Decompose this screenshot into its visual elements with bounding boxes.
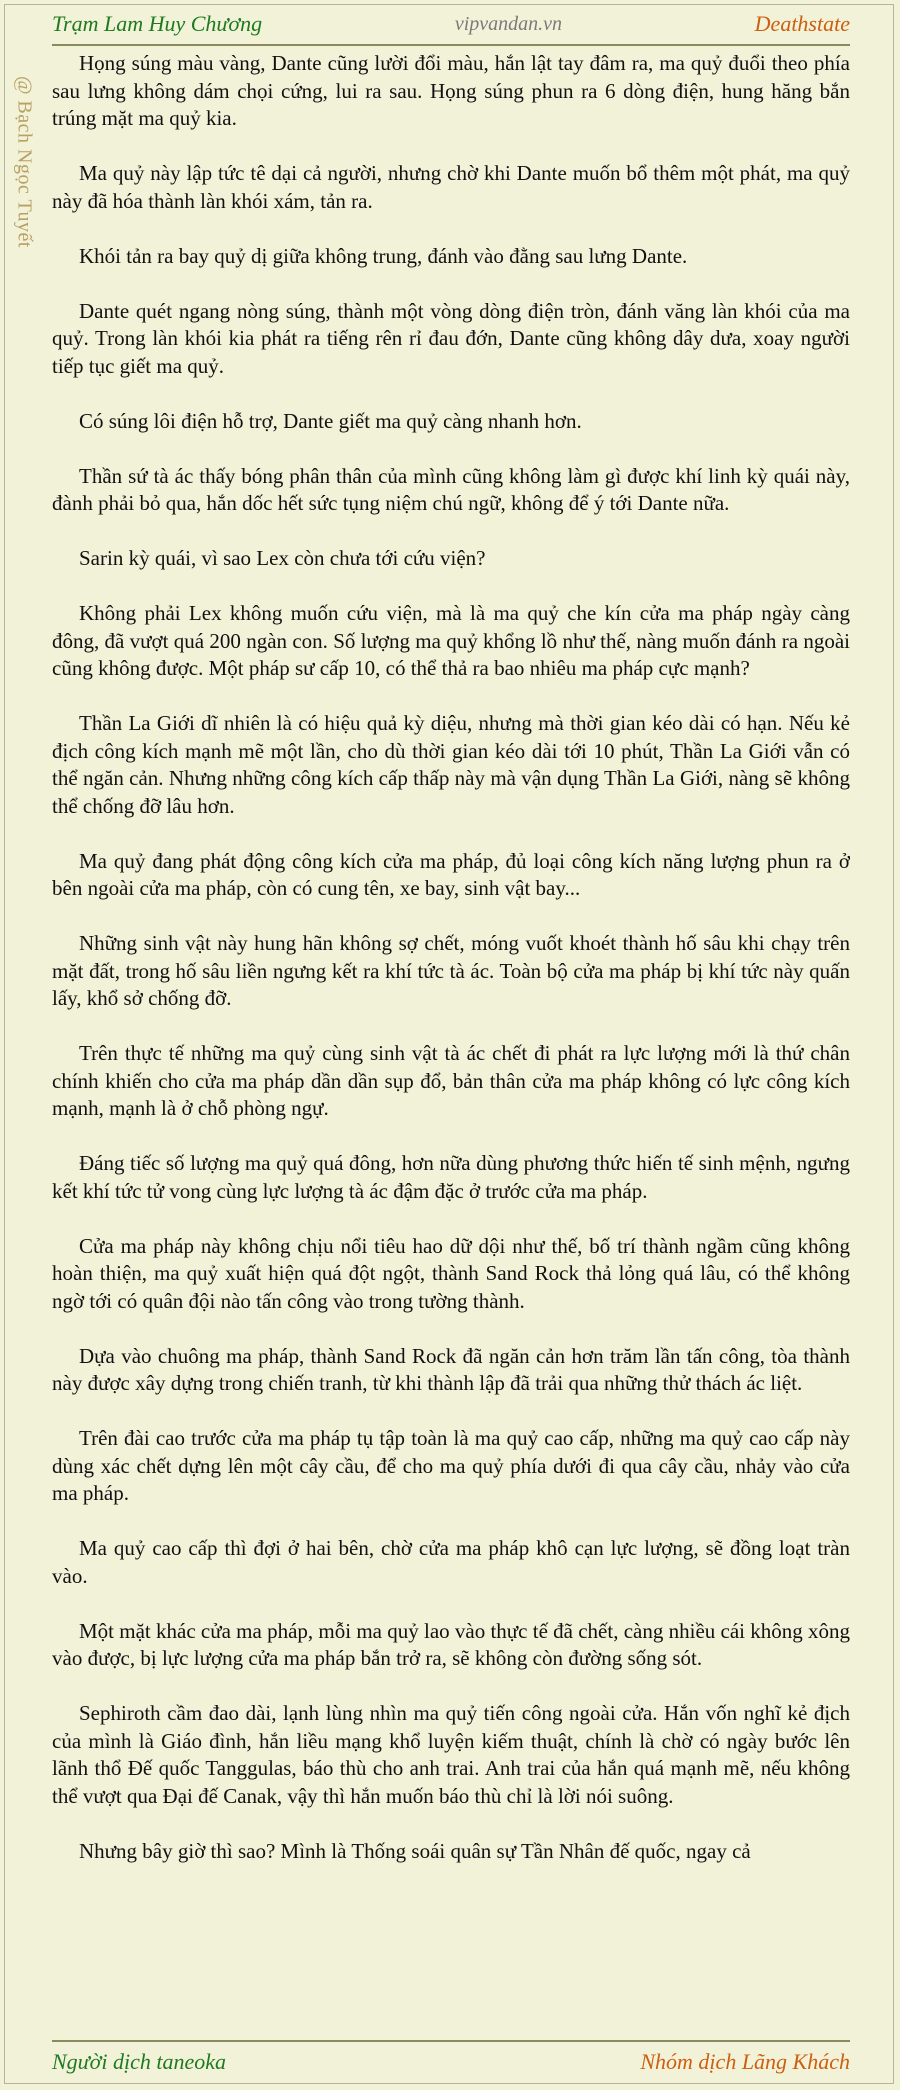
paragraph: Có súng lôi điện hỗ trợ, Dante giết ma quỷ càng nhanh hơn. — [79, 408, 582, 433]
header-book-title: Deathstate — [754, 11, 850, 36]
header-site-name: Trạm Lam Huy Chương — [52, 11, 263, 36]
paragraph: Cửa ma pháp này không chịu nổi tiêu hao dữ dội như thế, bố trí thành ngầm cũng không hoàn thiện, ma quỷ xuất hiện quá đột ngột, thành Sand Rock thả lỏng quá lâu, có thể không ngờ tới có quân đội nào tấn công vào trong tường thành. — [52, 1233, 850, 1313]
paragraph: Dante quét ngang nòng súng, thành một vòng dòng điện tròn, đánh văng làn khói của ma quỷ. Trong làn khói kia phát ra tiếng rên rỉ đau đớn, Dante cũng không dây dưa, xoay người tiếp tục giết ma quỷ. — [52, 298, 850, 378]
header-website: vipvandan.vn — [454, 12, 563, 35]
chapter-body — [52, 50, 850, 2035]
paragraph: Trên đài cao trước cửa ma pháp tụ tập toàn là ma quỷ cao cấp, những ma quỷ cao cấp này dùng xác chết dựng lên một cây cầu, để cho ma quỷ phía dưới đi qua cây cầu, nhảy vào cửa ma pháp. — [52, 1426, 850, 1505]
header-divider — [52, 44, 850, 46]
paragraph: Trên thực tế những ma quỷ cùng sinh vật tà ác chết đi phát ra lực lượng mới là thứ chân chính khiến cho cửa ma pháp dần dần sụp đổ, bản thân cửa ma pháp không có lực công kích mạnh, mạnh là ở chỗ phòng ngự. — [52, 1041, 850, 1120]
paragraph: Sarin kỳ quái, vì sao Lex còn chưa tới cứu viện? — [79, 546, 486, 570]
paragraph: Dựa vào chuông ma pháp, thành Sand Rock đã ngăn cản hơn trăm lần tấn công, tòa thành này được xây dựng trong chiến tranh, từ khi thành lập đã trải qua những thử thách ác liệt. — [52, 1343, 850, 1395]
sidebar-watermark — [4, 52, 44, 272]
paragraph: Ma quỷ này lập tức tê dại cả người, nhưng chờ khi Dante muốn bổ thêm một phát, ma quỷ này đã hóa thành làn khói xám, tản ra. — [52, 161, 850, 213]
page-header — [52, 6, 850, 42]
paragraph: Họng súng màu vàng, Dante cũng lười đổi màu, hắn lật tay đâm ra, ma quỷ đuổi theo phía sau lưng không dám chọi cứng, lui ra sau. Họng súng phun ra 6 dòng điện, hung hăng bắn trúng mặt ma quỷ kia. — [52, 51, 850, 130]
paragraph: Khói tản ra bay quỷ dị giữa không trung, đánh vào đằng sau lưng Dante. — [79, 243, 688, 268]
paragraph: Đáng tiếc số lượng ma quỷ quá đông, hơn nữa dùng phương thức hiến tế sinh mệnh, ngưng kết khí tức tử vong cùng lực lượng tà ác đậm đặc ở trước cửa ma pháp. — [52, 1151, 850, 1203]
paragraph: Thần sứ tà ác thấy bóng phân thân của mình cũng không làm gì được khí linh kỳ quái này, đành phải bỏ qua, hắn dốc hết sức tụng niệm chú ngữ, không để ý tới Dante nữa. — [52, 463, 850, 515]
paragraph: Một mặt khác cửa ma pháp, mỗi ma quỷ lao vào thực tế đã chết, càng nhiều cái không xông vào được, bị lực lượng cửa ma pháp bắn trở ra, sẽ không còn đường sống sót. — [52, 1618, 850, 1670]
footer-divider — [52, 2040, 850, 2042]
footer-translator: Người dịch taneoka — [52, 2049, 227, 2074]
paragraph: Ma quỷ đang phát động công kích cửa ma pháp, đủ loại công kích năng lượng phun ra ở bên ngoài cửa ma pháp, còn có cung tên, xe bay, sinh vật bay... — [52, 848, 850, 900]
footer-group: Nhóm dịch Lãng Khách — [640, 2049, 850, 2074]
paragraph: Không phải Lex không muốn cứu viện, mà là ma quỷ che kín cửa ma pháp ngày càng đông, đã vượt quá 200 ngàn con. Số lượng ma quỷ khổng lồ như thế, nàng muốn đánh ra ngoài cũng không được. Một pháp sư cấp 10, có thể thả ra bao nhiêu ma pháp cực mạnh? — [52, 601, 850, 680]
paragraph: Sephiroth cầm đao dài, lạnh lùng nhìn ma quỷ tiến công ngoài cửa. Hắn vốn nghĩ kẻ địch của mình là Giáo đình, hắn liều mạng khổ luyện kiếm thuật, chính là chờ có ngày bước lên lãnh thổ Đế quốc Tanggulas, báo thù cho anh trai. Anh trai của hắn quá mạnh mẽ, nếu không thể vượt qua Đại đế Canak, vậy thì hắn muốn báo thù chỉ là lời nói suông. — [52, 1701, 850, 1808]
watermark-text: @ Bạch Ngọc Tuyết — [13, 76, 36, 248]
paragraph: Thần La Giới dĩ nhiên là có hiệu quả kỳ diệu, nhưng mà thời gian kéo dài có hạn. Nếu kẻ địch công kích mạnh mẽ một lần, cho dù thời gian kéo dài tới 10 phút, Thần La Giới vẫn có thể ngăn cản. Nhưng những công kích cấp thấp này mà vận dụng Thần La Giới, nàng sẽ không thể chống đỡ lâu hơn. — [52, 711, 850, 818]
paragraph: Ma quỷ cao cấp thì đợi ở hai bên, chờ cửa ma pháp khô cạn lực lượng, sẽ đồng loạt tràn vào. — [52, 1536, 850, 1588]
paragraph: Những sinh vật này hung hãn không sợ chết, móng vuốt khoét thành hố sâu khi chạy trên mặt đất, trong hố sâu liền ngưng kết ra khí tức tà ác. Toàn bộ cửa ma pháp bị khí tức này quấn lấy, khổ sở chống đỡ. — [52, 931, 850, 1010]
page-footer — [52, 2044, 850, 2080]
paragraph: Nhưng bây giờ thì sao? Mình là Thống soái quân sự Tần Nhân đế quốc, ngay cả — [79, 1838, 751, 1863]
